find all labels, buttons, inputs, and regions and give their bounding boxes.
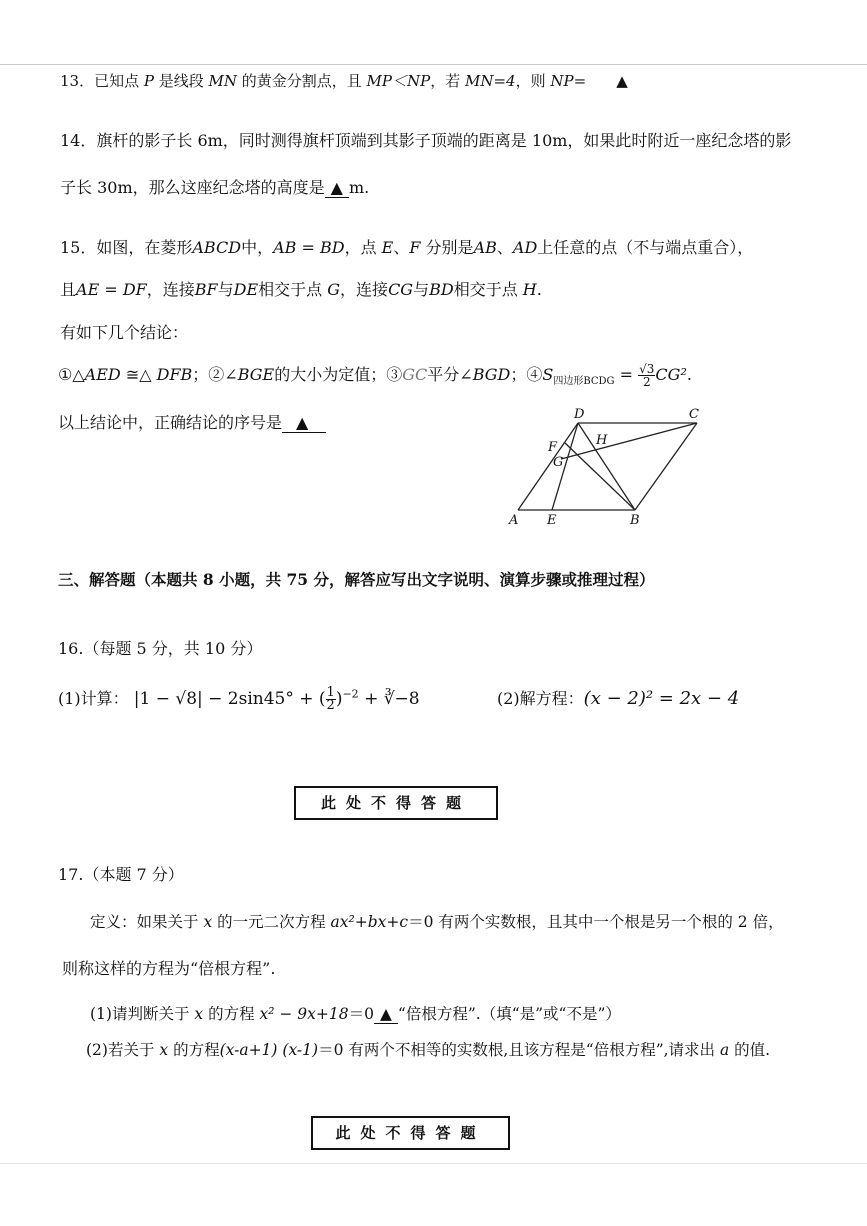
- math-var: H: [522, 280, 537, 299]
- math-var: MN: [208, 72, 237, 90]
- answer-blank[interactable]: ▲: [374, 1005, 398, 1024]
- rhombus-figure: [495, 402, 715, 537]
- label-H: H: [596, 433, 608, 448]
- text: ，连接: [340, 280, 389, 299]
- math-var: P: [143, 72, 154, 90]
- text: ＝0 有两个不相等的实数根,且该方程是“倍根方程”,请求出: [318, 1041, 720, 1059]
- text: 分别是: [420, 238, 474, 257]
- math-expr: CG²: [655, 365, 687, 384]
- math-var: BGD: [472, 365, 511, 384]
- label-D: D: [574, 407, 585, 422]
- question-16-part-1: [58, 686, 420, 712]
- math-var: DFB: [156, 365, 193, 384]
- math-expr: x² − 9x+18: [259, 1005, 349, 1023]
- question-15-line-1: [60, 235, 753, 258]
- math-var: E: [381, 238, 394, 257]
- math-var: BF: [194, 280, 218, 299]
- text: =: [614, 365, 639, 384]
- text: 中，: [241, 238, 274, 257]
- fraction-denominator: 2: [642, 375, 651, 389]
- label-C: C: [689, 407, 699, 422]
- math-expr: MP＜NP: [366, 72, 431, 90]
- text: 与: [217, 280, 234, 299]
- math-expr: AE = DF: [76, 280, 147, 299]
- text: 的值.: [729, 1041, 771, 1059]
- question-17-heading: 17.（本题 7 分）: [58, 865, 184, 884]
- section-3-heading: 三、解答题（本题共 8 小题，共 75 分，解答应写出文字说明、演算步骤或推理过程）: [58, 570, 655, 589]
- text: 是线段: [153, 72, 209, 90]
- text: 的黄金分割点，且: [237, 72, 367, 90]
- text: 上任意的点（不与端点重合），: [537, 238, 754, 257]
- text: (2)若关于: [86, 1041, 160, 1059]
- question-14-line-1: 14．旗杆的影子长 6m，同时测得旗杆顶端到其影子顶端的距离是 10m，如果此时附近一座纪念塔的影: [60, 131, 792, 150]
- text: ＝0 有两个实数根，且其中一个根是另一个根的 2 倍，: [408, 913, 784, 931]
- text: (2)解方程：: [497, 689, 584, 708]
- no-answer-box: 此处不得答题: [294, 786, 498, 820]
- math-var: ABCD: [192, 238, 242, 257]
- text: 子长 30m，那么这座纪念塔的高度是: [60, 178, 325, 197]
- text: 与: [413, 280, 430, 299]
- label-A: A: [509, 513, 519, 528]
- text: (1)计算：: [58, 689, 129, 708]
- text: 15．如图，在菱形: [60, 238, 193, 257]
- math-var: BGE: [237, 365, 275, 384]
- math-expr: AB = BD: [273, 238, 345, 257]
- exponent: −2: [342, 687, 359, 701]
- side-DA: [518, 423, 578, 510]
- text: 的一元二次方程: [212, 913, 331, 931]
- text: 、: [393, 238, 410, 257]
- text: ，连接: [146, 280, 195, 299]
- text: 的方程: [203, 1005, 260, 1023]
- math-var: F: [409, 238, 421, 257]
- question-17-definition-2: 则称这样的方程为“倍根方程”.: [62, 959, 276, 978]
- question-15-line-3: 有如下几个结论：: [60, 323, 189, 342]
- question-16-heading: 16.（每题 5 分，共 10 分）: [58, 639, 263, 658]
- text: 相交于点: [258, 280, 328, 299]
- label-F: F: [548, 440, 558, 455]
- text: ，若: [430, 72, 465, 90]
- text: ①△: [58, 365, 85, 384]
- question-17-definition-1: [90, 910, 784, 932]
- question-17-part-2: [86, 1038, 770, 1060]
- math-var: x: [203, 913, 213, 931]
- text: ≅△: [120, 365, 157, 384]
- math-var: x: [194, 1005, 204, 1023]
- text: m.: [348, 178, 370, 197]
- segment-BF: [565, 443, 635, 510]
- math-expr: (x − 2)² = 2x − 4: [583, 688, 740, 709]
- math-var: DE: [233, 280, 259, 299]
- text: ，则: [515, 72, 551, 90]
- math-var: GC: [402, 365, 428, 384]
- answer-blank[interactable]: ▲: [325, 179, 349, 198]
- expr-part: ): [335, 689, 343, 709]
- question-number: 13．: [60, 72, 95, 90]
- text: ；②∠: [192, 365, 238, 384]
- math-subscript: 四边形BCDG: [553, 376, 615, 388]
- fraction: [638, 363, 655, 388]
- fraction: [326, 687, 336, 712]
- text: .: [536, 280, 542, 299]
- text: 以上结论中，正确结论的序号是: [58, 413, 283, 432]
- answer-blank[interactable]: ▲: [616, 72, 628, 90]
- text: 已知点: [94, 72, 144, 90]
- text: ；④: [510, 365, 543, 384]
- text: “倍根方程”.（填“是”或“不是”）: [397, 1005, 621, 1023]
- question-17-part-1: [90, 1002, 621, 1024]
- text: 、: [496, 238, 513, 257]
- math-var: G: [327, 280, 341, 299]
- math-var: BD: [429, 280, 454, 299]
- label-G: G: [553, 455, 564, 470]
- math-expr: MN=4: [465, 72, 516, 90]
- text: 平分∠: [427, 365, 473, 384]
- question-15-conclusions: [58, 362, 692, 388]
- math-var: CG: [388, 280, 414, 299]
- question-16-part-2: [497, 686, 739, 709]
- question-13: [60, 70, 628, 91]
- text: (1)请判断关于: [90, 1005, 195, 1023]
- math-var: AD: [512, 238, 538, 257]
- expr-part: |1 − √8| − 2sin45° + (: [133, 689, 326, 709]
- math-var: x: [159, 1041, 169, 1059]
- bottom-rule: [0, 1163, 867, 1164]
- math-expr: NP=: [550, 72, 587, 90]
- text: 定义：如果关于: [90, 913, 204, 931]
- math-var: AB: [473, 238, 497, 257]
- fraction-denominator: 2: [326, 698, 335, 713]
- fraction-numerator: 1: [326, 685, 335, 700]
- text: 的大小为定值；③: [274, 365, 403, 384]
- text: 的方程: [168, 1041, 220, 1059]
- math-var: AED: [84, 365, 121, 384]
- question-14-line-2: [60, 175, 369, 198]
- math-var: S: [542, 365, 554, 384]
- label-B: B: [630, 513, 640, 528]
- math-var: a: [719, 1041, 730, 1059]
- text: ，点: [344, 238, 382, 257]
- question-15-line-2: [60, 277, 542, 300]
- fraction-numerator: √3: [639, 362, 655, 376]
- text: 相交于点: [453, 280, 523, 299]
- side-BC: [635, 423, 697, 510]
- text: ＝0: [348, 1005, 374, 1023]
- question-15-line-5: [58, 410, 326, 433]
- answer-blank[interactable]: ▲: [282, 414, 326, 433]
- text: 且: [60, 280, 77, 299]
- top-rule: [0, 64, 867, 65]
- math-expr: [133, 685, 420, 713]
- expr-part: + ∛−8: [358, 689, 420, 709]
- math-expr: (x-a+1) (x-1): [219, 1041, 319, 1059]
- label-E: E: [547, 513, 557, 528]
- math-expr: ax²+bx+c: [330, 913, 409, 931]
- text: .: [686, 365, 692, 384]
- no-answer-box: 此处不得答题: [311, 1116, 510, 1150]
